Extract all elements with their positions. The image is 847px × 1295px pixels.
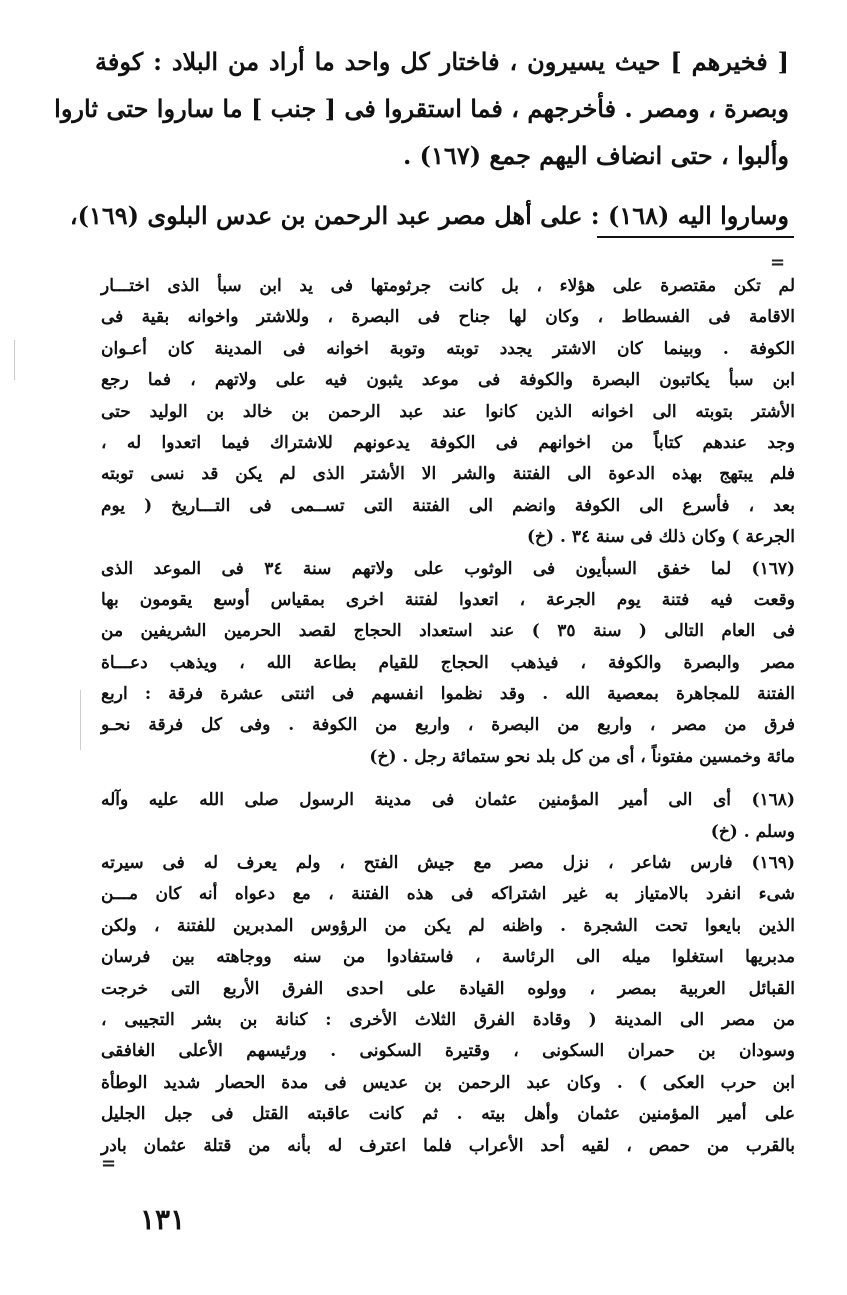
main-text-line: [ فخيرهم ] حيث يسيرون ، فاختار كل واحد ما أراد من البلاد : كوفة [95, 47, 789, 76]
margin-mark [80, 690, 81, 750]
footnote-line: مائة وخمسين مفتوناً ، أى من كل بلد نحو ستمائة رجل . (خ) [369, 746, 795, 767]
footnote-line: ابن سبأ يكاتبون البصرة والكوفة فى موعد يثبون فيه على ولاتهم ، فما رجع [101, 370, 795, 391]
footnote-line: فلم يبتهج بهذه الدعوة الى الفتنة والشر الا الأشتر الذى لم يكن قد نسى توبته [101, 464, 795, 485]
footnote-line: بالقرب من حمص ، لقيه أحد الأعراب فلما اعترف له بأنه من قتلة عثمان بادر [101, 1135, 795, 1156]
page-number: ١٣١ [140, 1203, 186, 1236]
footnote-line: (١٦٨) أى الى أمير المؤمنين عثمان فى مدينة الرسول صلى الله عليه وآله [101, 790, 795, 811]
footnote-line: الكوفة . وبينما كان الاشتر يجدد توبته وتوبة اخوانه فى المدينة كان أعـوان [101, 338, 795, 359]
footnote-line: الأشتر بتوبته الى اخوانه الذين كانوا عند عبد الرحمن بن خالد بن الوليد حتى [101, 401, 795, 422]
footnote-line: القبائل العربية بمصر ، وولوه القيادة على احدى الفرق الأربع التى خرجت [101, 978, 795, 999]
footnote-continued-mark-top: = [770, 252, 786, 273]
footnote-line: الجرعة ) وكان ذلك فى سنة ٣٤ . (خ) [527, 527, 795, 548]
footnote-line: مصر والبصرة والكوفة ، فيذهب الحجاج للقيام بطاعة الله ، ويذهب دعـــاة [101, 652, 795, 673]
footnote-line: وقعت فيه فتنة يوم الجرعة ، اتعدوا لفتنة اخرى بمقياس أوسع يقومون بها [101, 589, 795, 610]
footnote-line: ابن حرب العكى ) . وكان عبد الرحمن بن عديس فى مدة الحصار شديد الوطأة [101, 1072, 795, 1093]
footnote-line: وجد عندهم كتاباً من اخوانهم فى الكوفة يدعونهم للاشتراك فيما اتعدوا له ، [101, 432, 795, 453]
footnote-separator-rule [597, 236, 794, 238]
margin-mark [14, 340, 15, 380]
main-text [54, 38, 789, 239]
footnote-line: فرق من مصر ، واربع من البصرة ، واربع من الكوفة . وفى كل فرقة نحـو [101, 715, 795, 736]
footnotes [101, 271, 795, 1162]
footnote-line: (١٦٩) فارس شاعر ، نزل مصر مع جيش الفتح ، ولم يعرف له فى سيرته [101, 853, 795, 874]
footnote-line: وسودان بن حمران السكونى ، وقتيرة السكونى . ورئيسهم الأعلى الغافقى [101, 1041, 795, 1062]
footnote-line: الاقامة فى الفسطاط ، وكان لها جناح فى البصرة ، وللاشتر واخوانه بقية فى [101, 307, 795, 328]
footnote-line: (١٦٧) لما خفق السبأيون فى الوثوب على ولاتهم سنة ٣٤ فى الموعد الذى [101, 558, 796, 579]
footnote-line: على أمير المؤمنين عثمان وأهل بيته . ثم كانت عاقبته القتل فى جبل الجليل [101, 1104, 795, 1125]
footnote-continued-from-previous-page [101, 271, 795, 554]
footnote-line: من مصر الى المدينة ( وقادة الفرق الثلاث الأخرى : كنانة بن بشر التجيبى ، [101, 1009, 795, 1030]
footnote-167 [101, 554, 795, 774]
footnote-line: وسلم . (خ) [710, 821, 795, 842]
footnote-line: الذين بايعوا تحت الشجرة . واظنه لم يكن من الرؤوس المدبرين للفتنة ، ولكن [101, 915, 795, 936]
main-text-line: وألبوا ، حتى انضاف اليهم جمع (١٦٧) . [402, 141, 789, 170]
footnote-continued-mark-bottom: = [101, 1153, 117, 1174]
footnote-169 [101, 848, 795, 1162]
footnote-line: الفتنة للمجاهرة بمعصية الله . وقد نظموا انفسهم فى اثنتى عشرة فرقة : اربع [101, 684, 795, 705]
footnote-168 [101, 785, 795, 848]
main-text-line: وبصرة ، ومصر . فأخرجهم ، فما استقروا فى [ جنب ] ما ساروا حتى ثاروا [54, 94, 789, 123]
footnote-line: شىء انفرد بالامتياز به غير اشتراكه فى هذه الفتنة ، مع دعواه أنه كان مـــن [101, 884, 795, 905]
footnote-line: لم تكن مقتصرة على هؤلاء ، بل كانت جرثومتها فى يد ابن سبأ الذى اختـــار [101, 276, 795, 296]
footnote-line: مدبريها استغلوا ميله الى الرئاسة ، فاستفادوا من سنه ووجاهته بين فرسان [101, 947, 795, 968]
main-text-line: وساروا اليه (١٦٨) : على أهل مصر عبد الرحمن بن عدس البلوى (١٦٩)، [69, 201, 789, 230]
footnote-line: فى العام التالى ( سنة ٣٥ ) عند استعداد الحجاج لقصد الحرمين الشريفين من [101, 621, 795, 642]
footnote-line: بعد ، فأسرع الى الكوفة وانضم الى الفتنة التى تســمى فى التـــاريخ ( يوم [101, 495, 795, 516]
